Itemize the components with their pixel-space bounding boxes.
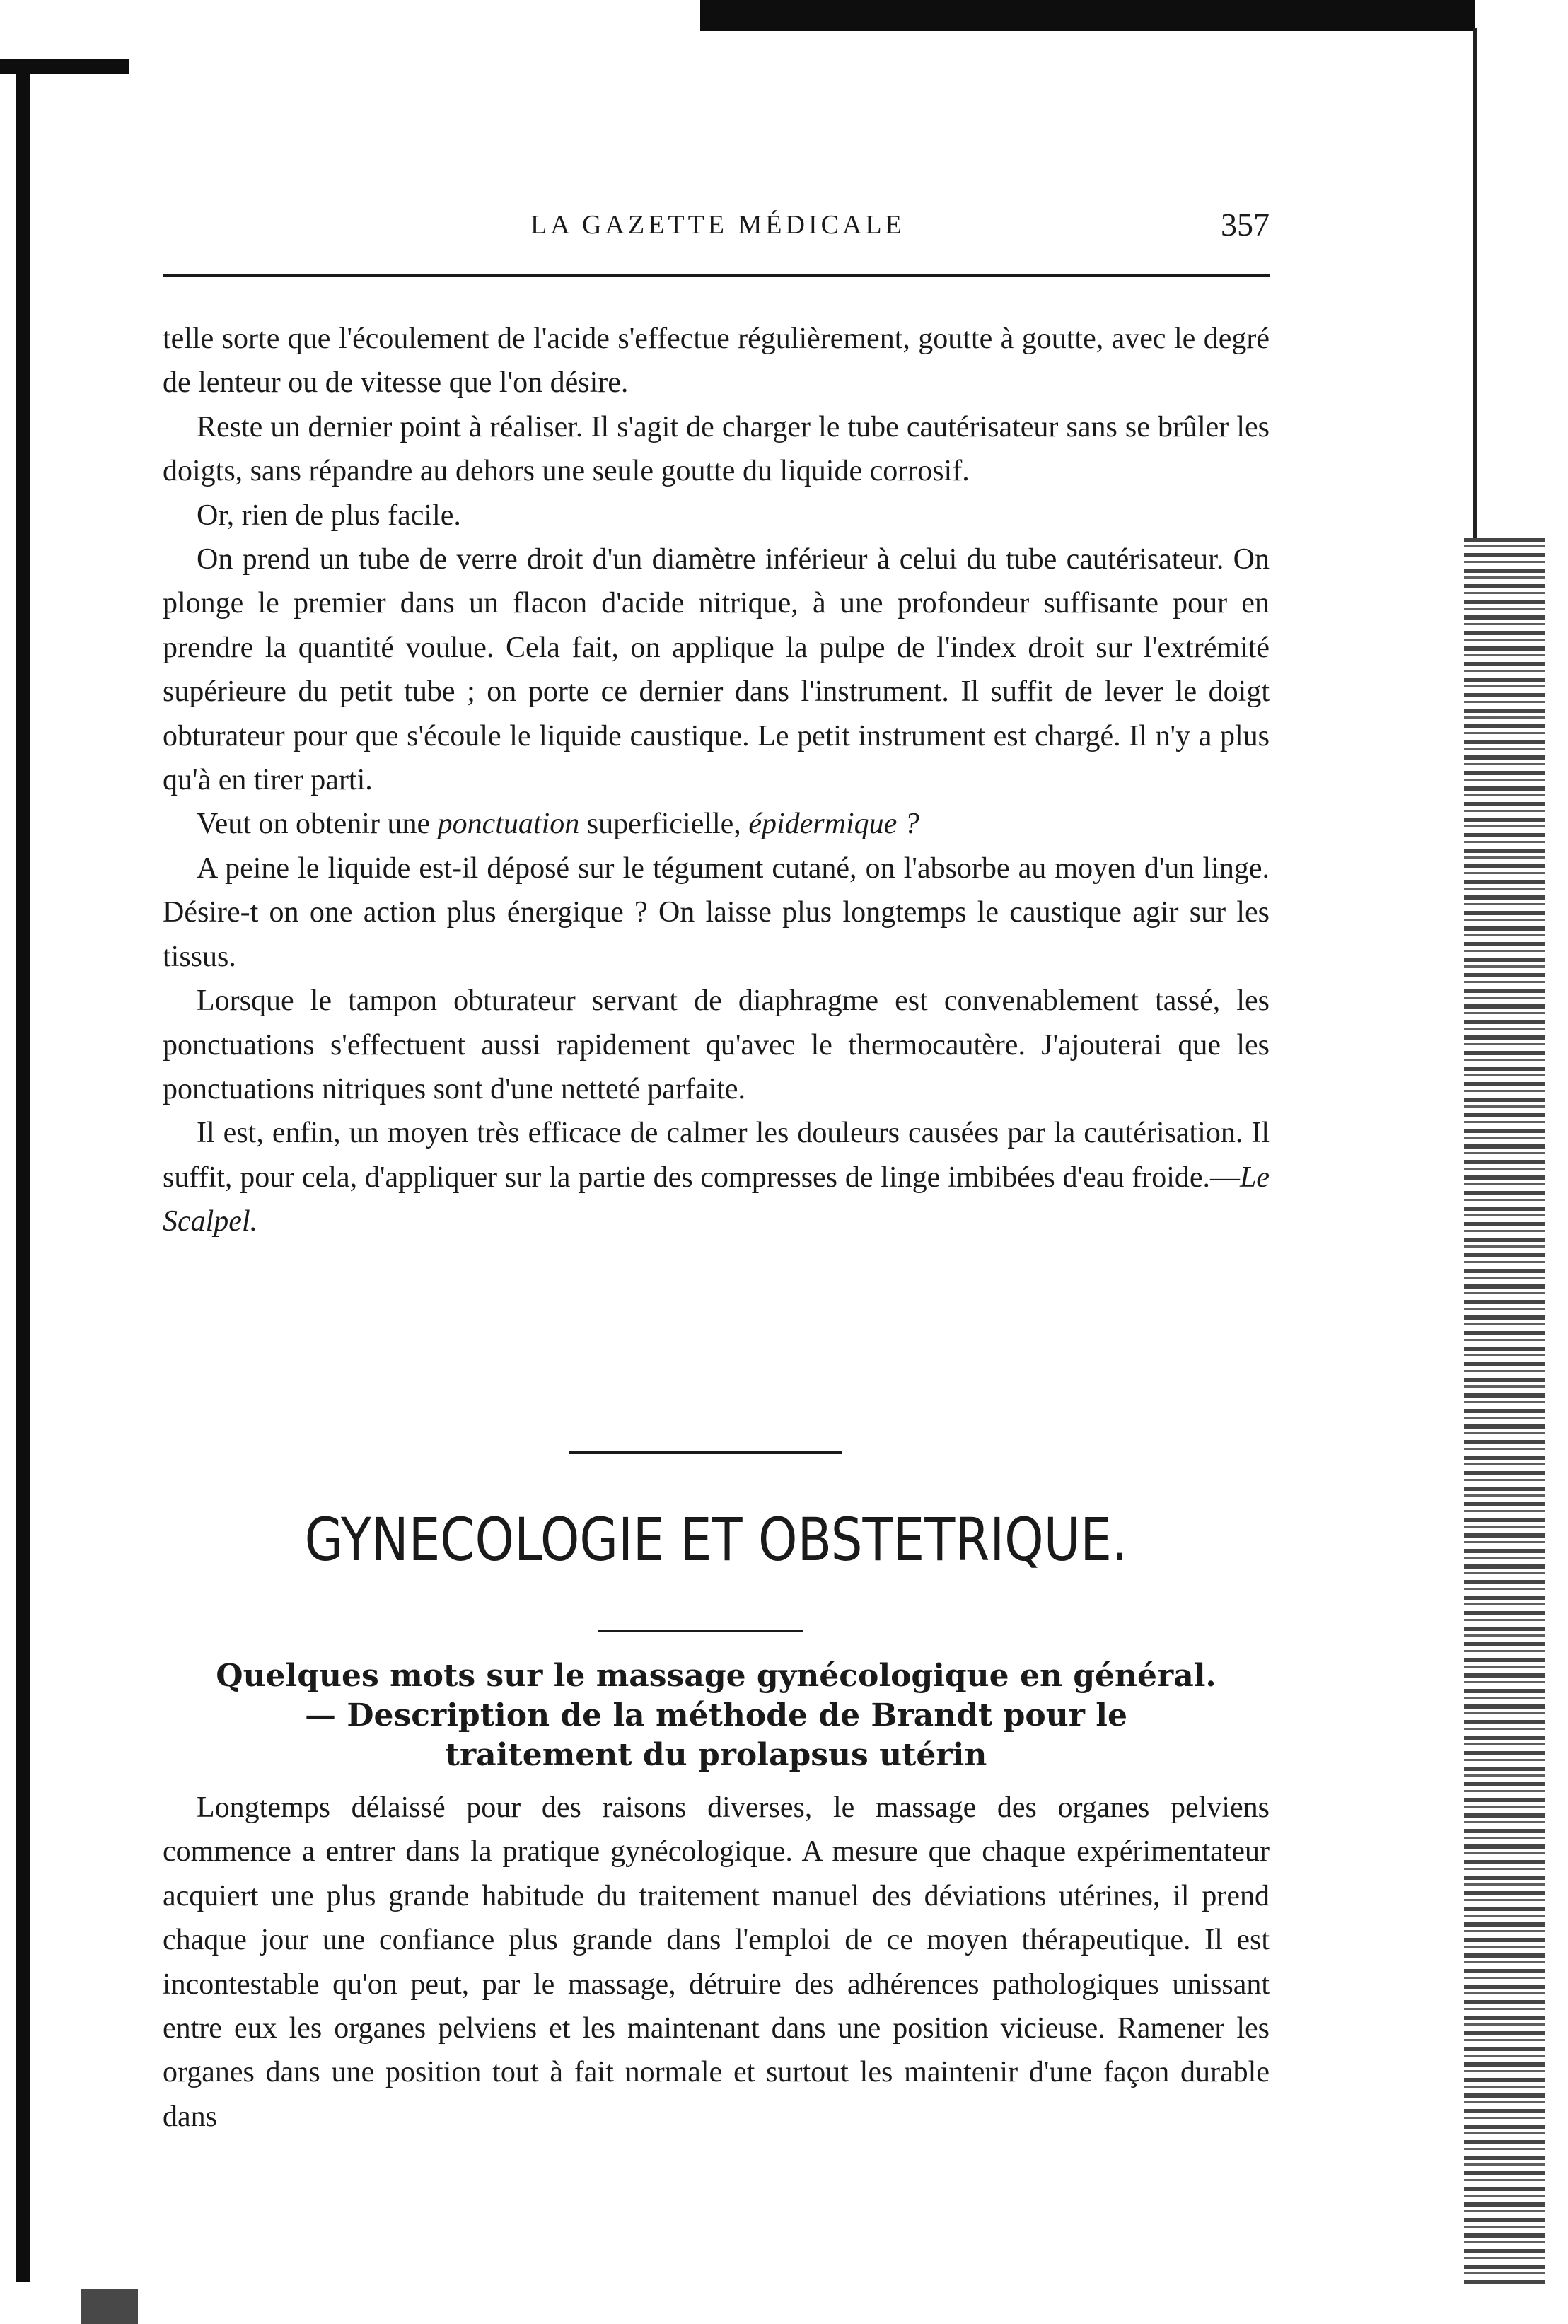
paragraph: Lorsque le tampon obturateur servant de diaphragme est convenablement tassé, les ponctuations s'effectuent aussi rapidement qu'avec le thermocautère. J'ajouterai que les ponctuations nitriques sont d'une netteté parfaite. [163,984,1270,1105]
article-continuation [163,317,1270,1244]
article-title-line: Quelques mots sur le massage gynécologique en général. [216,1658,1216,1694]
source-citation: Le Scalpel. [163,1161,1270,1238]
paragraph [163,1111,1270,1243]
paragraph: Or, rien de plus facile. [197,499,461,532]
italic-term: épidermique ? [748,808,919,841]
paragraph-text: Veut on obtenir une [197,808,438,841]
paragraph: Longtemps délaissé pour des raisons diverses, le massage des organes pelviens commence a entrer dans la pratique gynécologique. A mesure que chaque expérimentateur acquiert une plus grande habitude du traitement manuel des déviations utérines, il prend chaque jour une confiance plus grande dans l'emploi de ce moyen thérapeutique. Il est incontestable qu'on peut, par le massage, détruire des adhérences pathologiques unissant entre eux les organes pelviens et les maintenant dans une position vicieuse. Ramener les organes dans une position tout à fait normale et surtout les maintenir d'une façon durable dans [163,1791,1270,2133]
scan-right-edge-noise [1464,538,1545,2284]
article-title [163,1656,1270,1775]
article-title-line: traitement du prolapsus utérin [445,1737,987,1773]
header-rule [163,274,1270,277]
paragraph [163,802,1270,846]
scan-left-edge-cap [0,59,129,74]
paragraph-text: superficielle, [579,808,749,841]
page-header [163,204,1270,246]
article-body [163,1786,1270,2139]
scan-right-edge-line [1473,28,1477,538]
paragraph-text: Il est, enfin, un moyen très efficace de calmer les douleurs causées par la cautérisation. Il suffit, pour cela, d'appliquer sur la partie des compresses de linge imbibées d'eau froide.— [163,1117,1270,1194]
scan-bottom-left-mark [81,2289,138,2324]
section-separator-rule [569,1451,842,1454]
running-title: LA GAZETTE MÉDICALE [530,210,905,240]
article-title-line: — Description de la méthode de Brandt pour le [305,1697,1127,1733]
scan-left-binding-edge [16,61,30,2282]
section-heading: GYNECOLOGIE ET OBSTETRIQUE. [304,1505,1128,1574]
page-number: 357 [1221,207,1270,243]
scan-top-edge [700,0,1475,31]
italic-term: ponctuation [437,808,580,841]
paragraph: telle sorte que l'écoulement de l'acide s'effectue régulièrement, goutte à goutte, avec le degré de lenteur ou de vitesse que l'on désire. [163,323,1270,400]
paragraph: Reste un dernier point à réaliser. Il s'agit de charger le tube cautérisateur sans se brûler les doigts, sans répandre au dehors une seule goutte du liquide corrosif. [163,410,1270,488]
paragraph: A peine le liquide est-il déposé sur le tégument cutané, on l'absorbe au moyen d'un linge. Désire-t on one action plus énergique ? On laisse plus longtemps le caustique agir sur les tissus. [163,852,1270,973]
paragraph: On prend un tube de verre droit d'un diamètre inférieur à celui du tube cautérisateur. On plonge le premier dans un flacon d'acide nitrique, à une profondeur suffisante pour en prendre la quantité voulue. Cela fait, on applique la pulpe de l'index droit sur l'extrémité supérieure du petit tube ; on porte ce dernier dans l'instrument. Il suffit de lever le doigt obturateur pour que s'écoule le liquide caustique. Le petit instrument est chargé. Il n'y a plus qu'à en tirer parti. [163,543,1270,797]
heading-underline-rule [598,1630,803,1632]
